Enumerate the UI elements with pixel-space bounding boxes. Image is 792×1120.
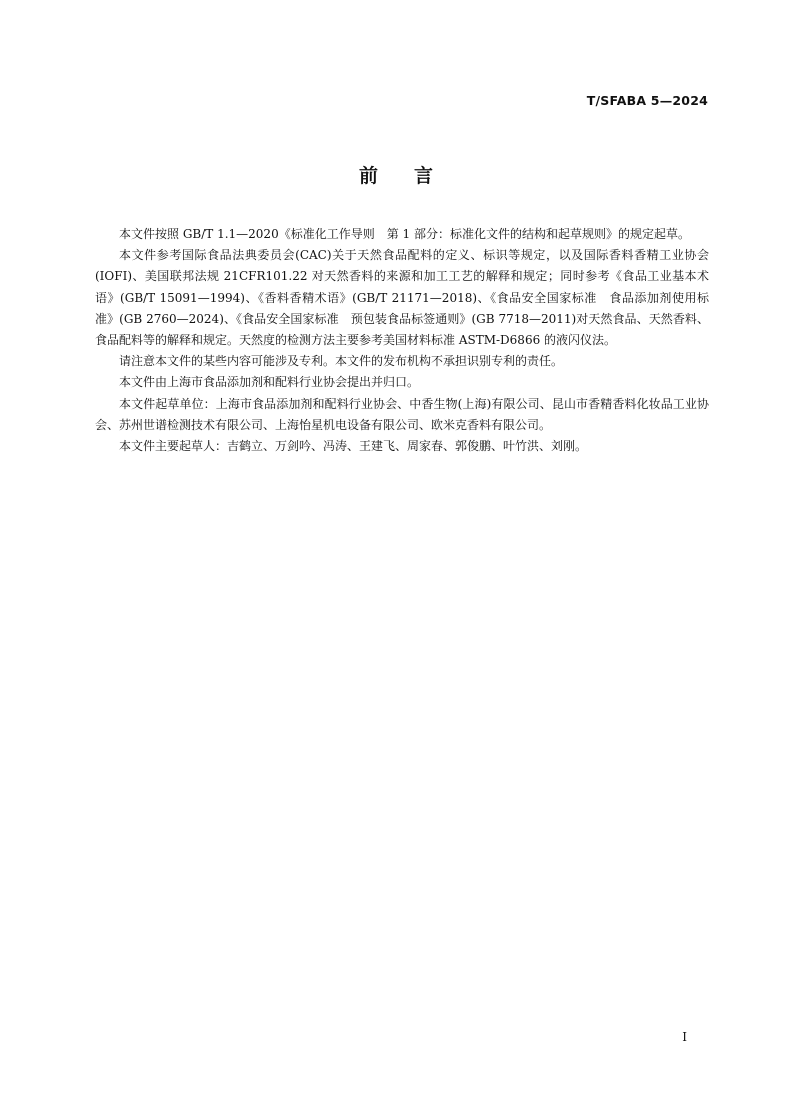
page-title: 前言 xyxy=(358,165,469,187)
page-number: I xyxy=(682,1030,687,1044)
foreword-body xyxy=(95,224,709,457)
document-code: T/SFABA 5—2024 xyxy=(586,93,708,108)
paragraph-drafting-units: 本文件起草单位：上海市食品添加剂和配料行业协会、中香生物(上海)有限公司、昆山市香精香料化妆品工业协会、苏州世谱检测技术有限公司、上海怡星机电设备有限公司、欧米克香料有限公司。 xyxy=(95,396,709,432)
paragraph-drafters: 本文件主要起草人：吉鹤立、万剑吟、冯涛、王建飞、周家春、郭俊鹏、叶竹洪、刘刚。 xyxy=(119,439,588,454)
paragraph-drafting-rules: 本文件按照 GB/T 1.1—2020《标准化工作导则 第 1 部分：标准化文件的结构和起草规则》的规定起草。 xyxy=(119,227,690,241)
paragraph-references: 本文件参考国际食品法典委员会(CAC)关于天然食品配料的定义、标识等规定，以及国际香料香精工业协会(IOFI)、美国联邦法规 21CFR101.22 对天然香料的来源和加工工艺的解释和规定；同时参考《食品工业基本术语》(GB/T 15091—1994)、《香料香精术语》(GB/T 21171—2018)、《食品安全国家标准 食品添加剂使用标准》(GB 2760—2024)、《食品安全国家标准 预包装食品标签通则》(GB 7718—2011)对天然食品、天然香料、食品配料等的解释和规定。天然度的检测方法主要参考美国材料标准 ASTM-D6866 的液闪仪法。 xyxy=(95,248,709,348)
paragraph-proposer: 本文件由上海市食品添加剂和配料行业协会提出并归口。 xyxy=(119,375,420,390)
paragraph-patent-notice: 请注意本文件的某些内容可能涉及专利。本文件的发布机构不承担识别专利的责任。 xyxy=(119,354,564,369)
